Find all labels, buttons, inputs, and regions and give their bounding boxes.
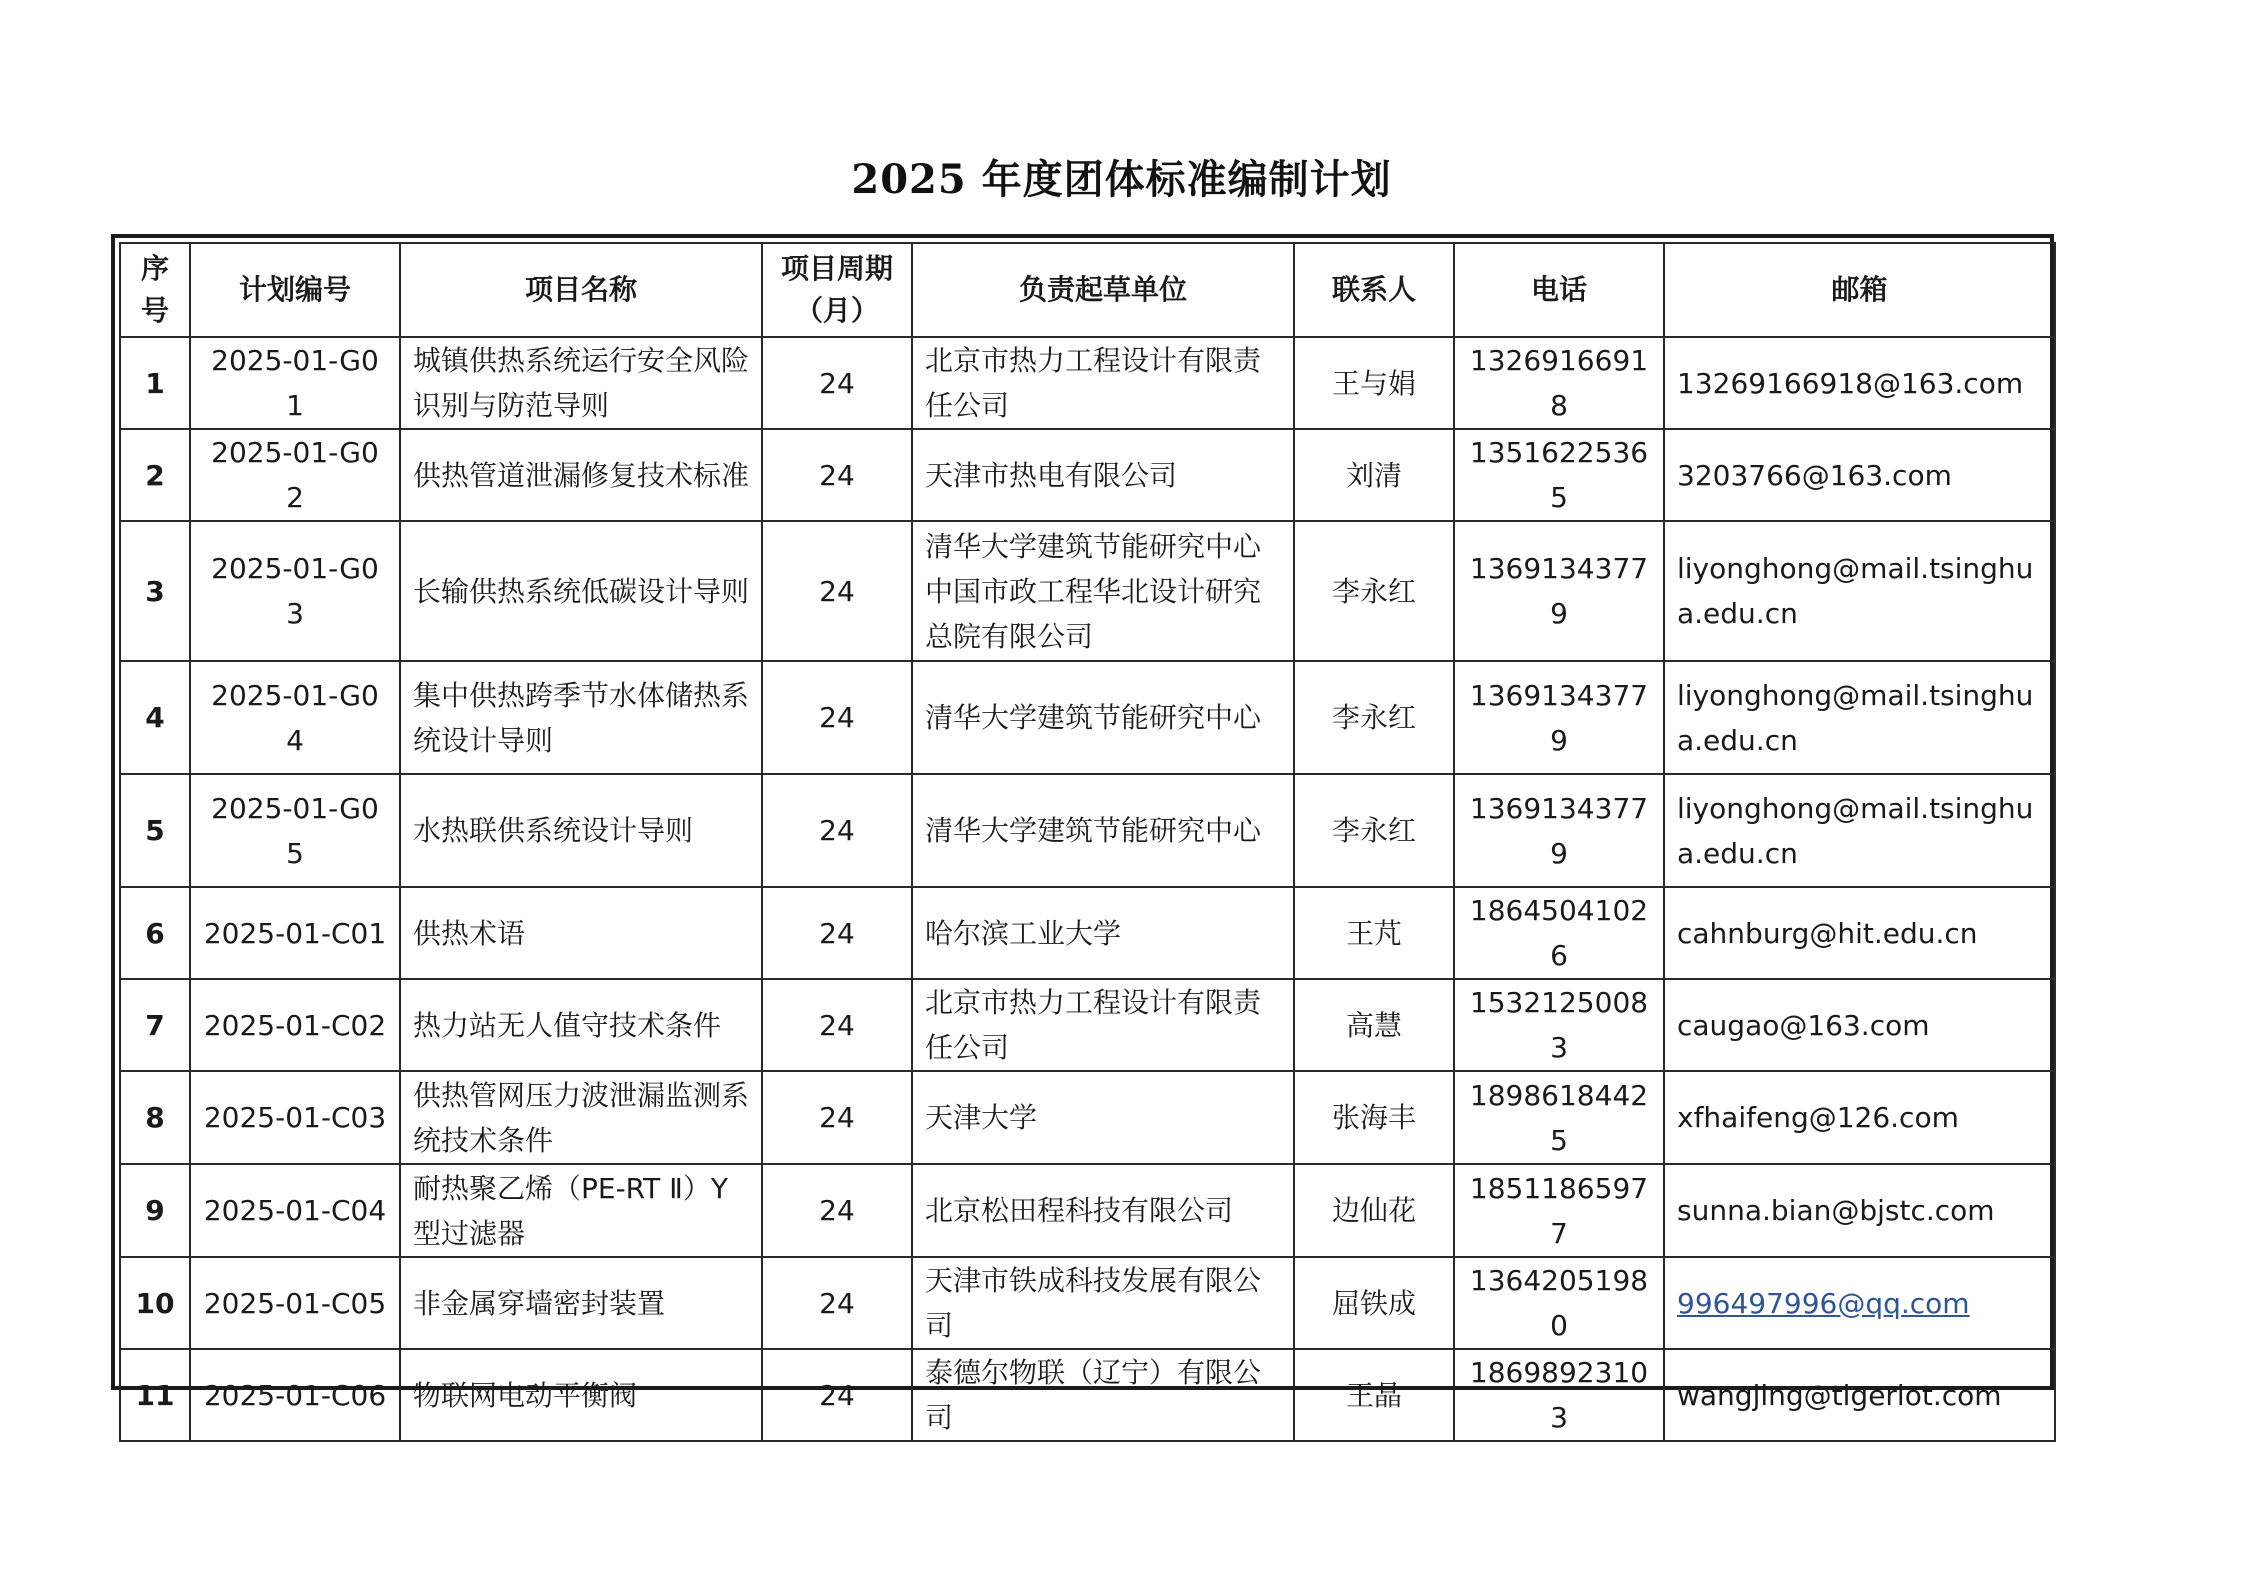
header-phone: 电话: [1454, 243, 1664, 337]
cell-period: 24: [762, 774, 912, 887]
cell-seq: 7: [120, 979, 190, 1071]
cell-period: 24: [762, 1257, 912, 1349]
cell-period: 24: [762, 1349, 912, 1441]
cell-phone: 18986184425: [1454, 1071, 1664, 1164]
cell-seq: 9: [120, 1164, 190, 1257]
header-contact: 联系人: [1294, 243, 1454, 337]
cell-period: 24: [762, 337, 912, 429]
cell-seq: 5: [120, 774, 190, 887]
cell-seq: 1: [120, 337, 190, 429]
cell-contact: 刘清: [1294, 429, 1454, 521]
cell-seq: 3: [120, 521, 190, 661]
email-link[interactable]: 996497996@qq.com: [1677, 1286, 1970, 1320]
cell-phone: 13691343779: [1454, 774, 1664, 887]
cell-seq: 8: [120, 1071, 190, 1164]
cell-contact: 王芃: [1294, 887, 1454, 979]
cell-email: liyonghong@mail.tsinghua.edu.cn: [1664, 774, 2055, 887]
cell-period: 24: [762, 979, 912, 1071]
cell-contact: 李永红: [1294, 661, 1454, 774]
cell-plan-code: 2025-01-C02: [190, 979, 400, 1071]
cell-contact: 王与娟: [1294, 337, 1454, 429]
header-unit: 负责起草单位: [912, 243, 1294, 337]
cell-drafting-unit: 天津大学: [912, 1071, 1294, 1164]
cell-email: 3203766@163.com: [1664, 429, 2055, 521]
cell-seq: 11: [120, 1349, 190, 1441]
table-row: [120, 774, 2055, 887]
cell-email: cahnburg@hit.edu.cn: [1664, 887, 2055, 979]
plan-table: [119, 242, 2056, 1442]
cell-plan-code: 2025-01-C06: [190, 1349, 400, 1441]
cell-phone: 18698923103: [1454, 1349, 1664, 1441]
cell-contact: 张海丰: [1294, 1071, 1454, 1164]
cell-drafting-unit: 北京市热力工程设计有限责任公司: [912, 337, 1294, 429]
cell-phone: 13691343779: [1454, 521, 1664, 661]
cell-drafting-unit: 清华大学建筑节能研究中心: [912, 661, 1294, 774]
cell-project-name: 水热联供系统设计导则: [400, 774, 762, 887]
cell-contact: 李永红: [1294, 521, 1454, 661]
cell-period: 24: [762, 429, 912, 521]
cell-project-name: 集中供热跨季节水体储热系统设计导则: [400, 661, 762, 774]
table-row: [120, 429, 2055, 521]
cell-email: xfhaifeng@126.com: [1664, 1071, 2055, 1164]
cell-phone: 18511865977: [1454, 1164, 1664, 1257]
cell-phone: 18645041026: [1454, 887, 1664, 979]
table-row: [120, 1257, 2055, 1349]
header-seq: 序号: [120, 243, 190, 337]
cell-project-name: 供热管网压力波泄漏监测系统技术条件: [400, 1071, 762, 1164]
cell-email: caugao@163.com: [1664, 979, 2055, 1071]
header-code: 计划编号: [190, 243, 400, 337]
cell-plan-code: 2025-01-G01: [190, 337, 400, 429]
cell-drafting-unit: 清华大学建筑节能研究中心 中国市政工程华北设计研究总院有限公司: [912, 521, 1294, 661]
cell-phone: 13269166918: [1454, 337, 1664, 429]
cell-email: 13269166918@163.com: [1664, 337, 2055, 429]
cell-project-name: 物联网电动平衡阀: [400, 1349, 762, 1441]
cell-project-name: 非金属穿墙密封装置: [400, 1257, 762, 1349]
cell-email: wangjing@tigeriot.com: [1664, 1349, 2055, 1441]
cell-plan-code: 2025-01-C05: [190, 1257, 400, 1349]
cell-drafting-unit: 哈尔滨工业大学: [912, 887, 1294, 979]
table-row: [120, 887, 2055, 979]
cell-drafting-unit: 泰德尔物联（辽宁）有限公司: [912, 1349, 1294, 1441]
table-row: [120, 337, 2055, 429]
cell-email: sunna.bian@bjstc.com: [1664, 1164, 2055, 1257]
table-row: [120, 661, 2055, 774]
cell-contact: 屈铁成: [1294, 1257, 1454, 1349]
cell-drafting-unit: 清华大学建筑节能研究中心: [912, 774, 1294, 887]
cell-drafting-unit: 天津市铁成科技发展有限公司: [912, 1257, 1294, 1349]
cell-contact: 高慧: [1294, 979, 1454, 1071]
header-email: 邮箱: [1664, 243, 2055, 337]
cell-phone: 15321250083: [1454, 979, 1664, 1071]
cell-contact: 李永红: [1294, 774, 1454, 887]
cell-project-name: 耐热聚乙烯（PE-RT Ⅱ）Y型过滤器: [400, 1164, 762, 1257]
cell-seq: 10: [120, 1257, 190, 1349]
table-header-row: [120, 243, 2055, 337]
cell-project-name: 供热管道泄漏修复技术标准: [400, 429, 762, 521]
cell-email: liyonghong@mail.tsinghua.edu.cn: [1664, 661, 2055, 774]
plan-table-frame: [111, 234, 2054, 1434]
header-period: 项目周期（月）: [762, 243, 912, 337]
cell-plan-code: 2025-01-G02: [190, 429, 400, 521]
cell-project-name: 长输供热系统低碳设计导则: [400, 521, 762, 661]
cell-email: [1664, 1257, 2055, 1349]
table-body: [120, 337, 2055, 1441]
cell-plan-code: 2025-01-C01: [190, 887, 400, 979]
table-row: [120, 1071, 2055, 1164]
cell-contact: 边仙花: [1294, 1164, 1454, 1257]
cell-plan-code: 2025-01-C03: [190, 1071, 400, 1164]
cell-project-name: 城镇供热系统运行安全风险识别与防范导则: [400, 337, 762, 429]
cell-phone: 13691343779: [1454, 661, 1664, 774]
cell-phone: 13516225365: [1454, 429, 1664, 521]
cell-drafting-unit: 北京松田程科技有限公司: [912, 1164, 1294, 1257]
cell-period: 24: [762, 661, 912, 774]
cell-period: 24: [762, 521, 912, 661]
cell-project-name: 热力站无人值守技术条件: [400, 979, 762, 1071]
cell-plan-code: 2025-01-G05: [190, 774, 400, 887]
cell-plan-code: 2025-01-G04: [190, 661, 400, 774]
cell-drafting-unit: 天津市热电有限公司: [912, 429, 1294, 521]
cell-drafting-unit: 北京市热力工程设计有限责任公司: [912, 979, 1294, 1071]
table-row: [120, 1349, 2055, 1441]
cell-seq: 6: [120, 887, 190, 979]
cell-email: liyonghong@mail.tsinghua.edu.cn: [1664, 521, 2055, 661]
cell-plan-code: 2025-01-G03: [190, 521, 400, 661]
cell-period: 24: [762, 1164, 912, 1257]
table-row: [120, 1164, 2055, 1257]
cell-plan-code: 2025-01-C04: [190, 1164, 400, 1257]
header-name: 项目名称: [400, 243, 762, 337]
cell-project-name: 供热术语: [400, 887, 762, 979]
page-title: 2025 年度团体标准编制计划: [851, 156, 1392, 203]
cell-period: 24: [762, 1071, 912, 1164]
cell-contact: 王晶: [1294, 1349, 1454, 1441]
cell-seq: 4: [120, 661, 190, 774]
cell-period: 24: [762, 887, 912, 979]
cell-seq: 2: [120, 429, 190, 521]
cell-phone: 13642051980: [1454, 1257, 1664, 1349]
table-row: [120, 979, 2055, 1071]
table-row: [120, 521, 2055, 661]
